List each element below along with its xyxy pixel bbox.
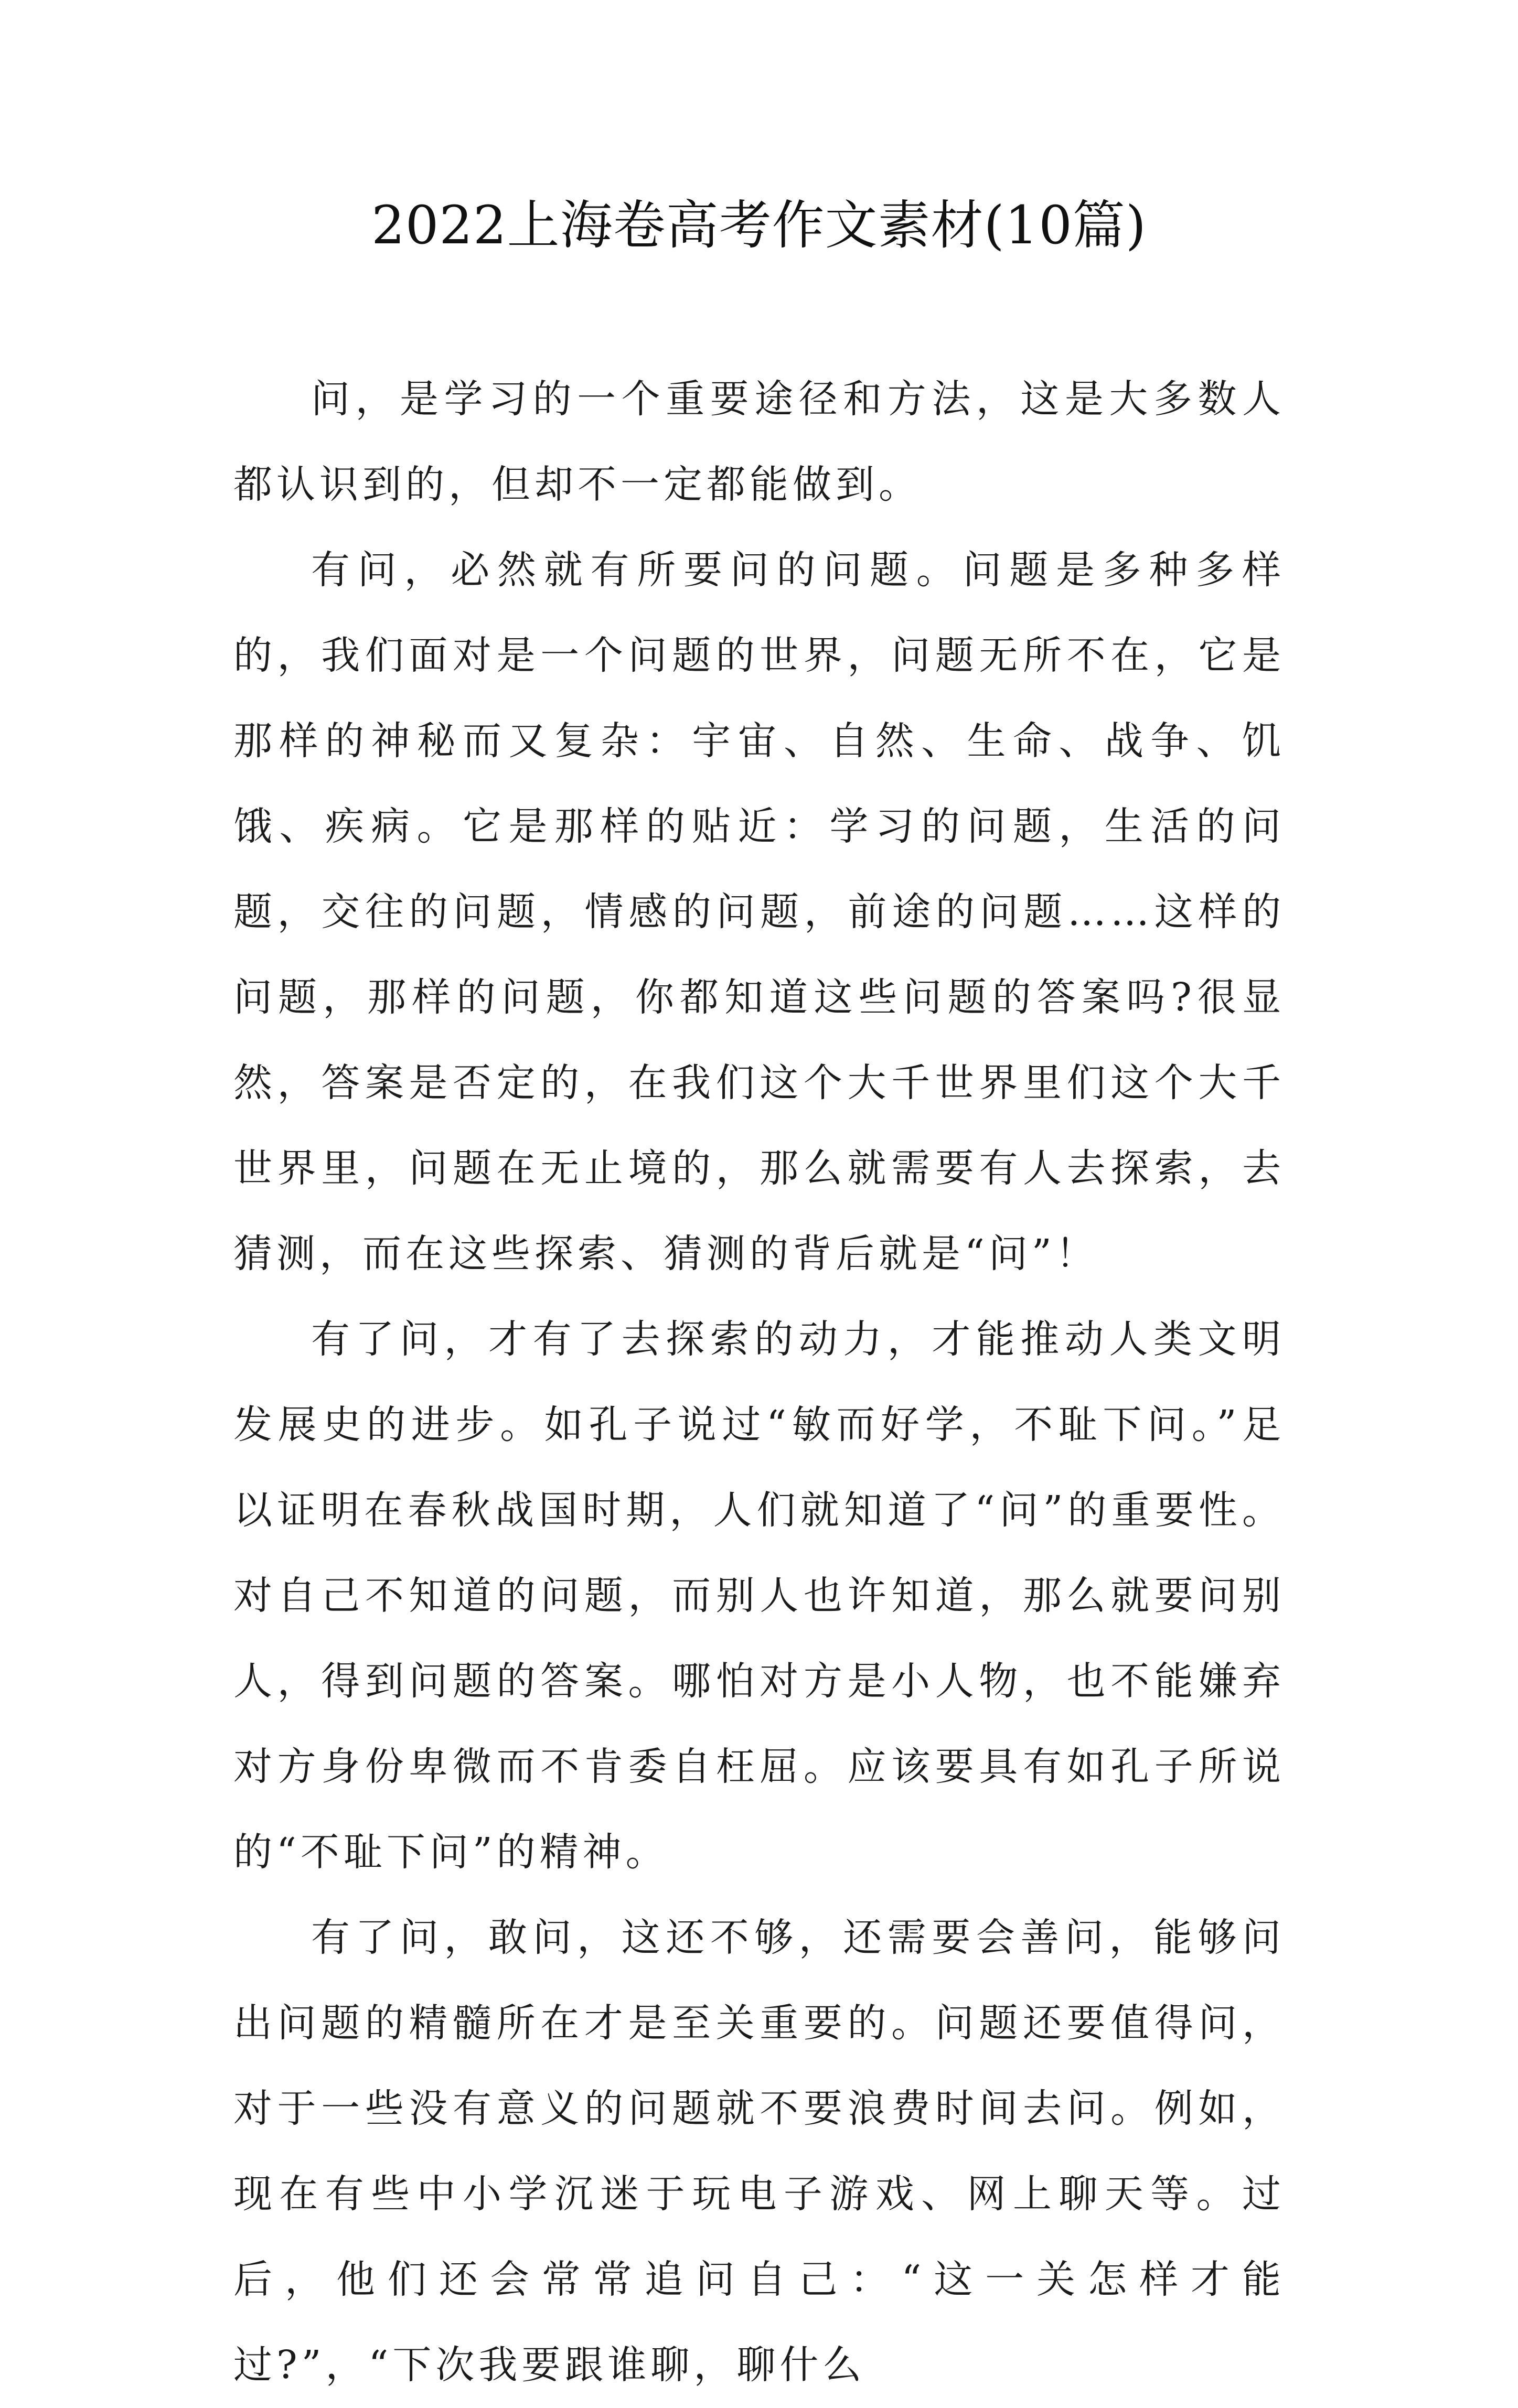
document-title: 2022上海卷高考作文素材(10篇)	[371, 195, 1147, 256]
paragraph: 有问，必然就有所要问的问题。问题是多种多样的，我们面对是一个问题的世界，问题无所不在，它是那样的神秘而又复杂：宇宙、自然、生命、战争、饥饿、疾病。它是那样的贴近：学习的问题，生活的问题，交往的问题，情感的问题，前途的问题……这样的问题，那样的问题，你都知道这些问题的答案吗?很显然，答案是否定的，在我们这个大千世界里们这个大千世界里，问题在无止境的，那么就需要有人去探索，去猜测，而在这些探索、猜测的背后就是“问”！	[233, 547, 1285, 1276]
document-body	[233, 357, 1285, 2408]
paragraph: 有了问，才有了去探索的动力，才能推动人类文明发展史的进步。如孔子说过“敏而好学，不耻下问。”足以证明在春秋战国时期，人们就知道了“问”的重要性。对自己不知道的问题，而别人也许知道，那么就要问别人，得到问题的答案。哪怕对方是小人物，也不能嫌弃对方身份卑微而不肯委自枉屈。应该要具有如孔子所说的“不耻下问”的精神。	[233, 1317, 1285, 1875]
paragraph: 有了问，敢问，这还不够，还需要会善问，能够问出问题的精髓所在才是至关重要的。问题还要值得问，对于一些没有意义的问题就不要浪费时间去问。例如，现在有些中小学沉迷于玩电子游戏、网上聊天等。过后，他们还会常常追问自己：“这一关怎样才能过?”，“下次我要跟谁聊，聊什么	[233, 1915, 1285, 2388]
paragraph: 问，是学习的一个重要途径和方法，这是大多数人都认识到的，但却不一定都能做到。	[233, 377, 1285, 507]
